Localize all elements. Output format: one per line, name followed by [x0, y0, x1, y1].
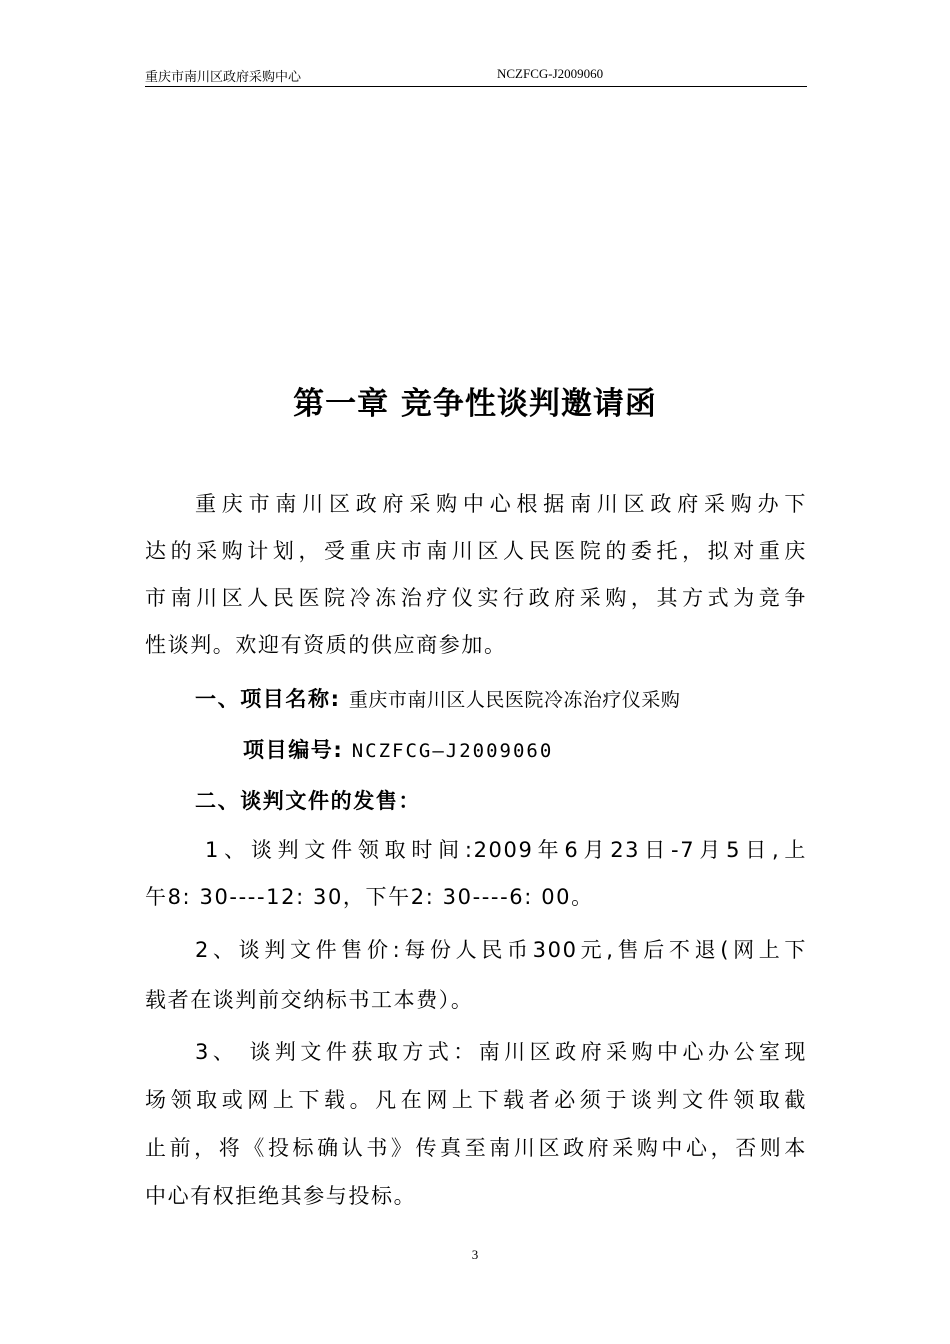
header-organization: 重庆市南川区政府采购中心	[145, 70, 302, 85]
item1-line-1: 1、谈判文件领取时间:2009年6月23日-7月5日,上	[205, 838, 807, 862]
item1-line-2: 午8: 30----12: 30，下午2: 30----6: 00。	[145, 885, 594, 909]
intro-line-2: 达的采购计划，受重庆市南川区人民医院的委托，拟对重庆	[145, 539, 807, 563]
header-document-code: NCZFCG-J2009060	[497, 66, 604, 81]
item3-line-2: 场领取或网上下载。凡在网上下载者必须于谈判文件领取截	[145, 1088, 807, 1112]
item3-line-1: 3、 谈判文件获取方式：南川区政府采购中心办公室现	[195, 1040, 807, 1064]
intro-line-3: 市南川区人民医院冷冻治疗仪实行政府采购，其方式为竞争	[145, 586, 807, 610]
project-name-value: 重庆市南川区人民医院冷冻治疗仪采购	[348, 689, 681, 711]
intro-line-1: 重庆市南川区政府采购中心根据南川区政府采购办下	[195, 492, 807, 516]
item2-line-1: 2、谈判文件售价:每份人民币300元,售后不退(网上下	[195, 938, 807, 962]
project-code-row	[243, 734, 553, 764]
project-code-value: NCZFCG—J2009060	[351, 740, 554, 762]
project-name-row	[195, 683, 680, 713]
item3-line-3: 止前，将《投标确认书》传真至南川区政府采购中心，否则本	[145, 1136, 807, 1160]
page-number: 3	[471, 1247, 479, 1262]
project-name-label: 一、项目名称:	[195, 687, 341, 711]
item2-line-2: 载者在谈判前交纳标书工本费）。	[145, 988, 474, 1012]
item3-line-4: 中心有权拒绝其参与投标。	[145, 1184, 417, 1208]
project-code-label: 项目编号:	[243, 738, 344, 762]
page-header	[145, 66, 807, 87]
chapter-title: 第一章 竞争性谈判邀请函	[293, 386, 657, 422]
intro-line-4: 性谈判。欢迎有资质的供应商参加。	[145, 633, 507, 657]
section2-heading: 二、谈判文件的发售：	[195, 789, 421, 813]
